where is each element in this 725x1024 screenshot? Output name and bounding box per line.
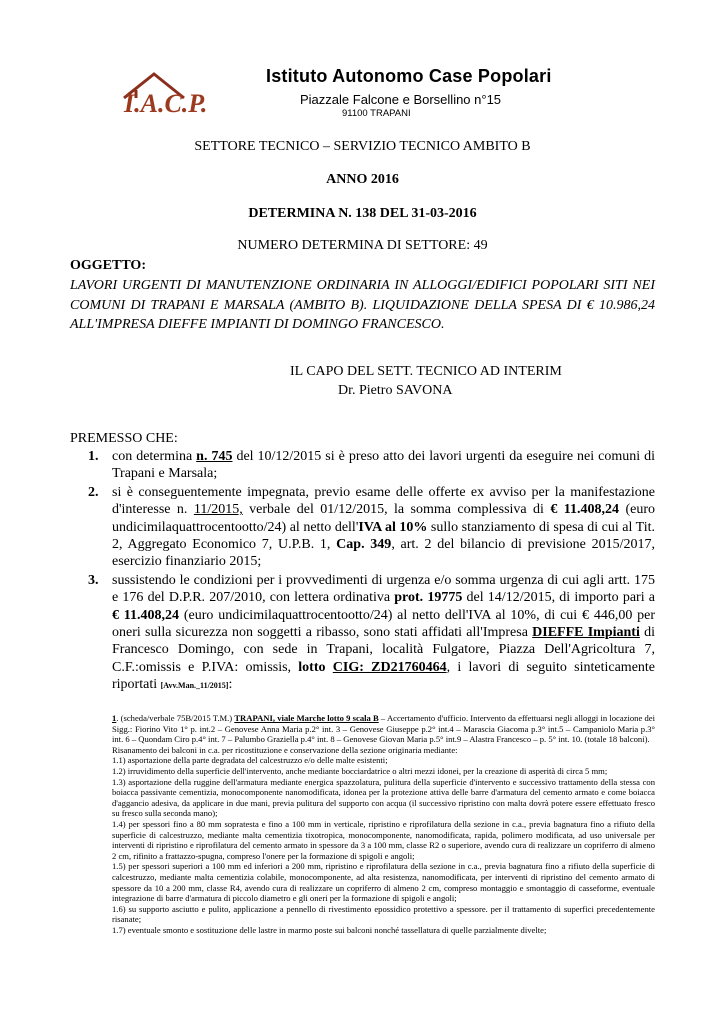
item-text-emph: lotto (298, 659, 333, 675)
item-text: , i lavori di seguito sinteticamente riportati (112, 659, 656, 693)
item-text: del 14/12/2015, di importo pari a (462, 590, 655, 606)
detail-text: . (scheda/verbale 75B/2015 T.M.) (116, 713, 235, 723)
works-details (112, 713, 655, 935)
detail-number: 1 (112, 713, 117, 723)
numero-settore-heading: NUMERO DETERMINA DI SETTORE: 49 (237, 238, 488, 253)
detail-paragraph: 1.4) per spessori fino a 80 mm sopratesta e fino a 100 mm in verticale, ripristino e riprofilatura della sezione in c.a., previa bagnatura fino a rifiuto della superficie di calcestruzzo, mediante malta cementizia tixotropica, monocomponente, nanomodificata, rapida, polimero modificata, ad uso universale per interventi di ripristino e riprofilatura del cemento armato in spessore da 3 a 100 mm, classe R2 o superiore, avendo cura di realizzare un copriferro di almeno 2 cm, rifinito a frattazzo-spugna, compreso l'onere per la formazione di spigoli e angoli; (112, 818, 655, 861)
item-text: , art. 2 del bilancio di previsione 2015/2017, esercizio finanziario 2015; (112, 537, 656, 570)
institute-name: Istituto Autonomo Case Popolari (266, 66, 552, 86)
list-item (70, 484, 655, 571)
detail-location: TRAPANI, viale Marche lotto 9 scala B (234, 713, 379, 723)
item-text: si è conseguentemente impegnata, previo esame delle offerte ex avviso per la manifestazione d'interesse n. (112, 484, 655, 518)
item-text: sullo stanziamento di spesa di cui al Tit. 2, Aggregato Economico 7, U.P.B. 1, (112, 519, 655, 553)
institute-address: Piazzale Falcone e Borsellino n°15 (300, 92, 502, 107)
detail-paragraph (112, 713, 655, 745)
detail-paragraph: 1.5) per spessori superiori a 100 mm ed inferiori a 200 mm, ripristino e riprofilatura della sezione in c.a., previa bagnatura fino a rifiuto della superficie di calcestruzzo, mediante malta cementizia colabile, monocomponente, ad alta resistenza, nanomodificata, per interventi di ripristino del cemento armato di spessore da 10 a 200 mm, classe R4, avendo cura di realizzare un copriferro di almeno 2 cm, compreso montaggio e smontaggio di casseforme, eventuale integrazione di barre d'armatura di piccolo diametro e gli oneri per la formazione di spigoli e angoli; (112, 861, 655, 904)
detail-paragraph: Risanamento dei balconi in c.a. per ricostituzione e conservazione della sezione originaria mediante: (112, 744, 458, 755)
item-text-ref: [Avv.Man._11/2015] (160, 681, 229, 691)
detail-paragraph: 1.2) irruvidimento della superficie dell'intervento, anche mediante bocciardatrice o altri mezzi idonei, per la creazione di asperità di circa 5 mm; (112, 765, 608, 776)
iacp-logo (120, 68, 260, 116)
item-text-emph: € 11.408,24 (112, 607, 180, 623)
item-text-emph: DIEFFE Impianti (532, 625, 640, 641)
item-text: del 10/12/2015 si è preso atto dei lavori urgenti da eseguire nei comuni di Trapani e Marsala; (112, 449, 656, 482)
item-text: con determina (112, 449, 197, 464)
premesso-list (70, 448, 655, 696)
item-text-emph: 11/2015, (193, 502, 243, 518)
detail-paragraph: 1.1) asportazione della parte degradata del calcestruzzo e/o delle malte esistenti; (112, 755, 388, 766)
item-text-emph: CIG: ZD21760464 (332, 659, 447, 675)
anno-heading: ANNO 2016 (326, 172, 399, 187)
list-item (70, 572, 655, 695)
institute-city: 91100 TRAPANI (342, 108, 411, 119)
item-text: (euro undicimilaquattrocentootto/24) al netto dell' (112, 502, 655, 535)
premesso-label: PREMESSO CHE: (70, 431, 178, 446)
item-text-emph: IVA al 10% (358, 519, 428, 535)
item-text: (euro undicimilaquattrocentootto/24) al netto dell'IVA al 10%, di cui € 446,00 per oneri sulla sicurezza non soggetti a ribasso, sono stati affidati all'Impresa (112, 607, 655, 641)
item-text-emph: € 11.408,24 (550, 502, 620, 518)
oggetto-text: LAVORI URGENTI DI MANUTENZIONE ORDINARIA IN ALLOGGI/EDIFICI POPOLARI SITI NEI COMUNI DI TRAPANI E MARSALA (AMBITO B). LIQUIDAZIONE DELLA SPESA DI € 10.986,24 ALL'IMPRESA DIEFFE IMPIANTI DI DOMINGO FRANCESCO. (70, 278, 655, 332)
signatory-name: Dr. Pietro SAVONA (338, 383, 453, 398)
detail-text: – Accertamento d'ufficio. Intervento da effettuarsi negli alloggi in locazione dei Sigg.: Fiorino Vito 1° p. int.2 – Genovese Anna Maria p.2° int. 3 – Genovese Giuseppe p.2° int.4 – Marascia Giacoma p.3° int.5 – Campaniolo Maria p.3° int. 6 – Quondam Ciro p.4° int. 7 – Palumbo Graziella p.4° int. 8 – Genovese Giovan Maria p.5° int.9 – Alastra Francesco – p. 5° int. 10. (totale 18 balconi). (112, 713, 655, 745)
item-text-emph: Cap. 349 (336, 537, 392, 553)
item-text-emph: n. 745 (196, 449, 233, 464)
detail-paragraph: 1.6) su supporto asciutto e pulito, applicazione a pennello di rivestimento epossidico protettivo a spessore. per il trattamento di superfici precedentemente risanate; (112, 903, 655, 925)
signatory-role: IL CAPO DEL SETT. TECNICO AD INTERIM (290, 364, 562, 379)
settore-heading: SETTORE TECNICO – SERVIZIO TECNICO AMBITO B (194, 139, 531, 154)
logo-text: I.A.C.P. (124, 89, 208, 116)
item-text: verbale del 01/12/2015, la somma complessiva di (242, 502, 551, 518)
oggetto-label: OGGETTO: (70, 258, 146, 273)
determina-heading: DETERMINA N. 138 DEL 31-03-2016 (248, 206, 477, 221)
item-text: sussistendo le condizioni per i provvedimenti di urgenza e/o somma urgenza di cui agli artt. 175 e 176 del D.P.R. 207/2010, con lettera ordinativa (112, 572, 655, 606)
item-text-emph: prot. 19775 (394, 590, 463, 606)
item-number: 3. (88, 572, 99, 588)
detail-paragraph: 1.3) asportazione della ruggine dell'armatura mediante energica spazzolatura, pulitura della superficie d'intervento e successivo trattamento della stessa con boiacca passivante cementizia, monocomponente nanomodificata, idonea per la protezione attiva delle barre d'armatura del cemento armato e come boiacca d'aggancio adesiva, da applicare in due mani, previa pulitura del supporto con acqua (il successivo ripristino con malta dovrà potere essere effettuato fresco su fresco sulla seconda mano); (112, 776, 655, 819)
item-number: 1. (88, 449, 99, 464)
detail-paragraph: 1.7) eventuale smonto e sostituzione delle lastre in marmo poste sui balconi nonché tassellatura di quelle parzialmente divelte; (112, 924, 547, 935)
item-number: 2. (88, 484, 99, 500)
item-text: : (228, 677, 233, 693)
item-text: di Francesco Domingo, con sede in Trapani, località Fulgatore, Piazza Dell'Agricoltura 7, C.F.:omissis e P.IVA: omissis, (112, 625, 655, 675)
list-item (70, 448, 655, 483)
